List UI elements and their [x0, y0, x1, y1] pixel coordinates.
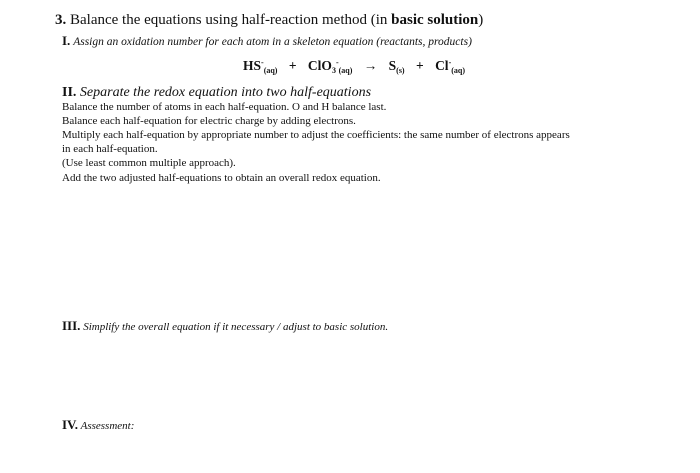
product-s: $S_{(s)}$ — [388, 58, 405, 75]
reaction-arrow: → — [363, 58, 378, 73]
reactant-hs: $HS^-_{(aq)}$ — [243, 58, 278, 75]
instruction-line: Add the two adjusted half-equations to obtain an overall redox equation. — [62, 172, 381, 184]
plus-sign: + — [288, 58, 297, 73]
instruction-line: Multiply each half-equation by appropriate number to adjust the coefficients: the same number of electrons appears — [62, 129, 570, 141]
part-2-title: Separate the redox equation into two half-equations — [79, 85, 372, 100]
part-4-numeral: IV. — [62, 417, 79, 432]
question-title-end: ) — [478, 12, 484, 28]
question-title-bold: basic solution — [391, 12, 479, 28]
part-1-text: Assign an oxidation number for each atom in a skeleton equation (reactants, products) — [73, 36, 472, 48]
part-2-heading — [62, 85, 371, 101]
instruction-line: (Use least common multiple approach). — [62, 157, 236, 169]
instruction-line: Balance the number of atoms in each half-equation. O and H balance last. — [62, 101, 387, 113]
plus-sign: + — [415, 58, 424, 73]
question-title-text: Balance the equations using half-reaction method (in — [70, 12, 392, 28]
question-title — [55, 12, 483, 29]
product-cl: $Cl^-_{(aq)}$ — [435, 58, 466, 75]
part-1-heading — [62, 33, 472, 49]
part-4-heading — [62, 417, 134, 433]
part-1-numeral: I. — [62, 33, 71, 48]
part-4-text: Assessment: — [80, 420, 135, 432]
instruction-line: in each half-equation. — [62, 143, 158, 155]
question-number: 3. — [55, 12, 67, 28]
part-2-numeral: II. — [62, 85, 77, 100]
reactant-clo3: ClO$_3$-$_{(aq)}$ — [307, 58, 353, 75]
part-3-numeral: III. — [62, 318, 81, 333]
part-3-heading — [62, 318, 388, 334]
instruction-line: Balance each half-equation for electric charge by adding electrons. — [62, 115, 356, 127]
part-3-text: Simplify the overall equation if it necessary / adjust to basic solution. — [83, 321, 389, 333]
skeleton-equation — [243, 58, 465, 75]
